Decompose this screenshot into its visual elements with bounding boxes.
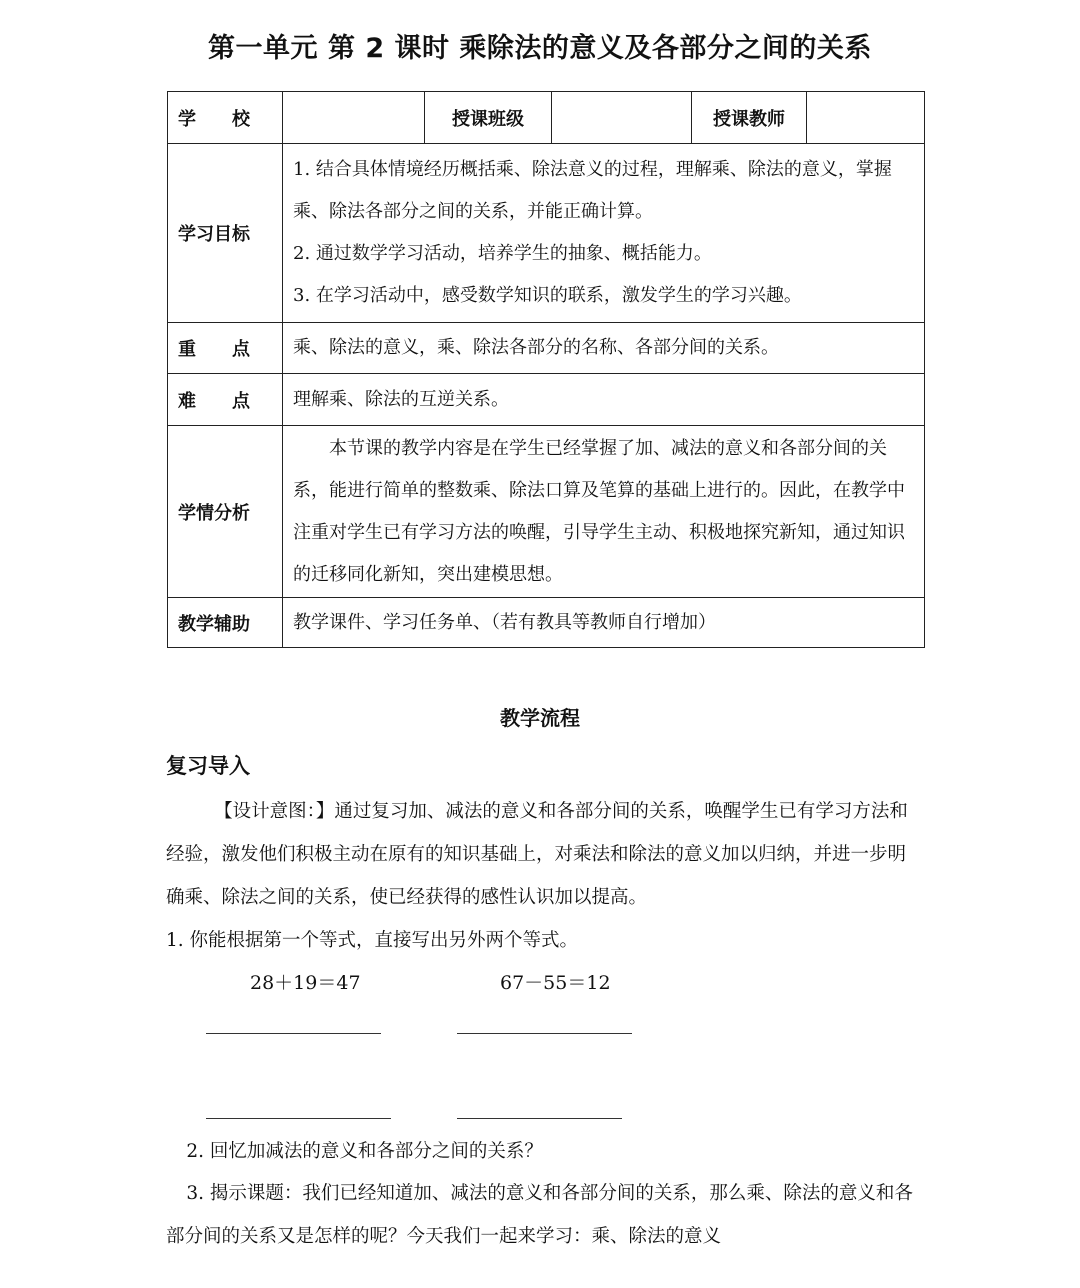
teacher-value	[807, 92, 925, 144]
goals-content	[283, 144, 925, 323]
table-row-teaching-aids	[168, 598, 925, 648]
page-title: 第一单元 第 2 课时 乘除法的意义及各部分之间的关系	[208, 33, 872, 64]
analysis-text: 本节课的教学内容是在学生已经掌握了加、减法的意义和各部分间的关系，能进行简单的整数乘、除法口算及笔算的基础上进行的。因此，在教学中注重对学生已有学习方法的唤醒，引导学生主动、积极地探究新知，通过知识的迁移同化新知，突出建模思想。	[293, 437, 905, 585]
table-row-header	[168, 92, 925, 144]
answer-blank	[206, 1118, 391, 1119]
goal-item: 3. 在学习活动中，感受数学知识的联系，激发学生的学习兴趣。	[293, 285, 802, 306]
key-points-text: 乘、除法的意义，乘、除法各部分的名称、各部分间的关系。	[293, 337, 779, 358]
difficulty-label: 难 点	[168, 374, 283, 426]
school-label: 学 校	[168, 92, 283, 144]
class-value	[552, 92, 692, 144]
answer-blank	[457, 1033, 632, 1034]
goals-label: 学习目标	[168, 144, 283, 323]
equation-addition: 28＋19＝47	[250, 972, 361, 994]
analysis-label: 学情分析	[168, 426, 283, 598]
lesson-info-table	[167, 91, 925, 648]
table-row-goals	[168, 144, 925, 323]
goal-item: 2. 通过数学学习活动，培养学生的抽象、概括能力。	[293, 243, 712, 264]
flow-title: 教学流程	[500, 706, 580, 730]
question-3: 3. 揭示课题：我们已经知道加、减法的意义和各部分间的关系，那么乘、除法的意义和各部分间的关系又是怎样的呢？今天我们一起来学习：乘、除法的意义	[166, 1183, 913, 1247]
teacher-label: 授课教师	[692, 92, 807, 144]
review-title: 复习导入	[166, 754, 250, 778]
difficulty-text: 理解乘、除法的互逆关系。	[293, 388, 509, 410]
goal-item: 1. 结合具体情境经历概括乘、除法意义的过程，理解乘、除法的意义，掌握乘、除法各部分之间的关系，并能正确计算。	[293, 159, 892, 222]
teaching-aids-text: 教学课件、学习任务单、（若有教具等教师自行增加）	[293, 611, 716, 633]
school-value	[283, 92, 425, 144]
answer-blank	[206, 1033, 381, 1034]
table-row-difficulty	[168, 374, 925, 426]
table-row-key-points	[168, 323, 925, 374]
class-label: 授课班级	[425, 92, 552, 144]
design-intent-paragraph: 【设计意图：】通过复习加、减法的意义和各部分间的关系，唤醒学生已有学习方法和经验，激发他们积极主动在原有的知识基础上，对乘法和除法的意义加以归纳，并进一步明确乘、除法之间的关系，使已经获得的感性认识加以提高。	[166, 801, 908, 908]
equation-subtraction: 67－55＝12	[500, 972, 611, 994]
question-1: 1. 你能根据第一个等式，直接写出另外两个等式。	[166, 930, 579, 951]
teaching-aids-label: 教学辅助	[168, 598, 283, 648]
answer-blank	[457, 1118, 622, 1119]
table-row-analysis	[168, 426, 925, 598]
key-points-label: 重 点	[168, 323, 283, 374]
question-2: 2. 回忆加减法的意义和各部分之间的关系？	[186, 1141, 543, 1162]
